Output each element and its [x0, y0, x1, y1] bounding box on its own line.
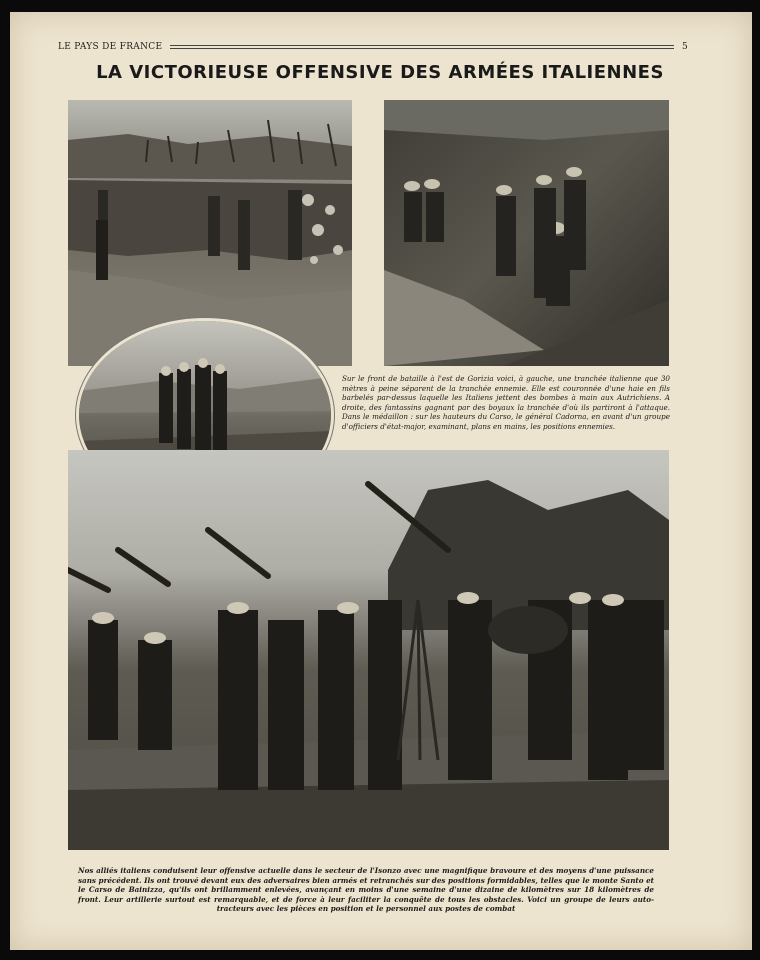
header-rule [170, 45, 674, 49]
page-title: LA VICTORIEUSE OFFENSIVE DES ARMÉES ITALIENNES [96, 62, 664, 83]
page-number: 5 [681, 42, 688, 52]
photo-infantry-trench [384, 100, 669, 366]
caption-bottom-photo: Nos alliés italiens conduisent leur offensive actuelle dans le secteur de l'Isonzo avec une magnifique bravoure et des moyens d'une puissance sans précédent. Ils ont trouvé devant eux des adversaires bien armés et retranchés sur des positions formidables, telles que le monte Santo et le Carso de Bainizza, qu'ils ont brillamment enlevées, avançant en moins d'une semaine d'une dizaine de kilomètres sur 18 kilomètres de front. Leur artillerie surtout est remarquable, et de force à leur faciliter la conquête de tous les obstacles. Voici un groupe de leurs auto-tracteurs avec les pièces en position et le personnel aux postes de combat [78, 866, 654, 914]
page-header [58, 40, 688, 54]
publication-name: LE PAYS DE FRANCE [58, 42, 163, 52]
photo-artillery-battery [68, 450, 669, 850]
caption-top-photos: Sur le front de bataille à l'est de Gorizia voici, à gauche, une tranchée italienne que 30 mètres à peine séparent de la tranchée ennemie. Elle est couronnée d'une haie en fils barbelés par-dessus laquelle les Italiens jettent des bombes à main aux Autrichiens. A droite, des fantassins gagnant par des boyaux la tranchée d'où ils partiront à l'attaque. Dans le médaillon : sur les hauteurs du Carso, le général Cadorna, en avant d'un groupe d'officiers d'état-major, examinant, plans en mains, les positions ennemies. [342, 374, 670, 431]
